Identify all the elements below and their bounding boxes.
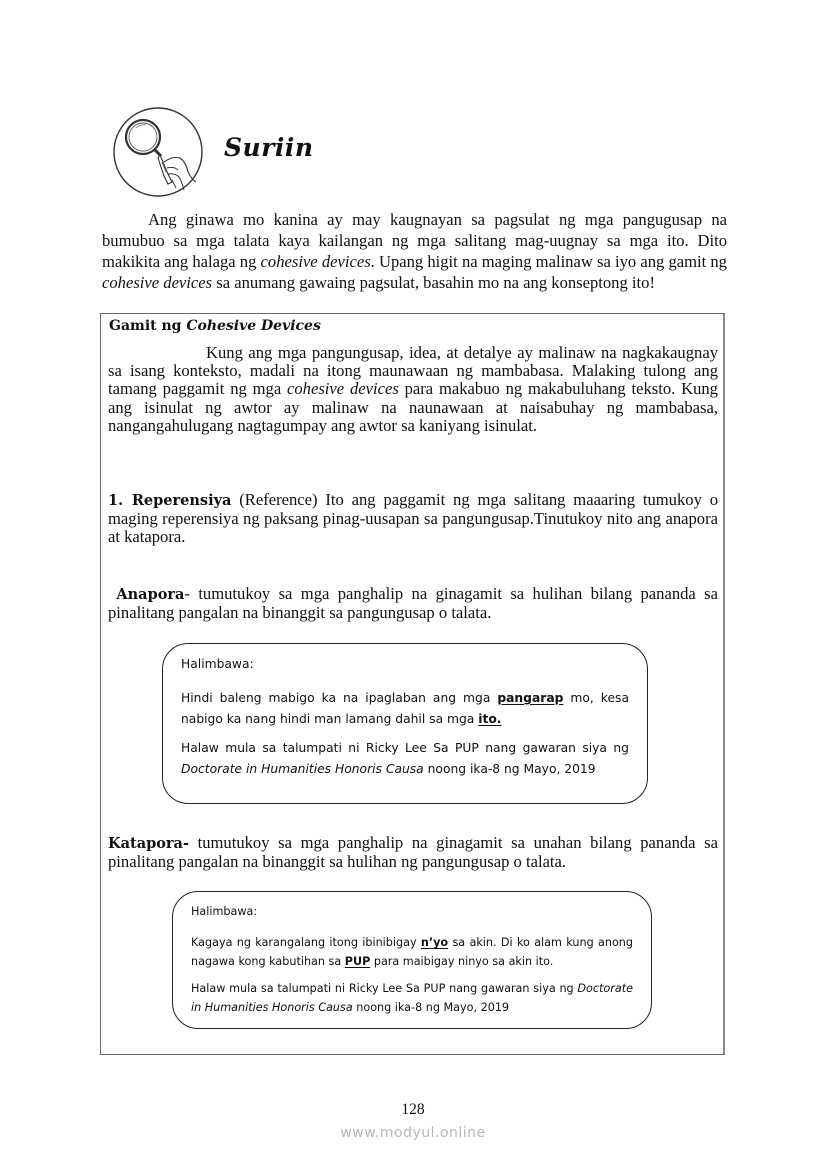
reference-paragraph <box>108 491 718 547</box>
example-source-text: Halaw mula sa talumpati ni Ricky Lee Sa PUP nang gawaran siya ng <box>191 982 578 995</box>
concept-intro-text-2: para makabuo ng makabuluhang teksto. Kung ang isinulat ng awtor ay malinaw na naunawaan at naisabuhay ng mambabasa, nangangahulugang nagtagumpay ang awtor sa kaniyang isinulat. <box>108 379 718 435</box>
katapora-term: Katapora- <box>108 835 189 852</box>
intro-text-3: sa anumang gawaing pagsulat, basahin mo na ang konseptong ito! <box>212 273 655 292</box>
concept-box <box>100 313 725 1055</box>
example-sentence-text: para maibigay ninyo sa akin ito. <box>370 955 554 968</box>
katapora-example-box <box>172 891 652 1029</box>
example-label: Halimbawa: <box>181 657 254 671</box>
example-source-text: Halaw mula sa talumpati ni Ricky Lee Sa PUP nang gawaran siya ng <box>181 741 629 755</box>
heading-text: Gamit ng <box>109 318 187 334</box>
watermark: www.modyul.online <box>340 1125 486 1141</box>
example-pronoun: n’yo <box>420 936 449 949</box>
intro-term-2: cohesive devices <box>102 273 213 292</box>
example-source <box>191 979 633 1017</box>
example-antecedent: PUP <box>344 955 371 968</box>
reference-term: 1. Reperensiya <box>108 492 232 509</box>
example-sentence-text: sa akin. Di ko alam kung anong nagawa kong kabutihan sa <box>191 936 633 968</box>
example-source-date: noong ika-8 ng Mayo, 2019 <box>423 762 596 776</box>
example-sentence <box>181 688 629 730</box>
concept-intro-paragraph <box>108 344 718 435</box>
intro-paragraph <box>102 209 727 293</box>
example-source-degree: Doctorate in Humanities Honoris Causa <box>181 762 424 776</box>
concept-intro-term: cohesive devices <box>287 379 399 399</box>
concept-box-heading <box>109 316 321 336</box>
intro-text-2: . Upang higit na maging malinaw sa iyo ang gamit ng <box>370 252 727 271</box>
katapora-text: tumutukoy sa mga panghalip na ginagamit sa unahan bilang pananda sa pinalitang pangalan na binanggit sa hulihan ng pangungusap o talata. <box>108 833 718 872</box>
example-antecedent: pangarap <box>497 691 564 705</box>
section-title: Suriin <box>224 133 314 162</box>
example-pronoun: ito. <box>478 712 502 726</box>
anapora-text: - tumutukoy sa mga panghalip na ginagamit sa hulihan bilang pananda sa pinalitang pangalan na binanggit sa pangungusap o talata. <box>108 584 718 623</box>
katapora-paragraph <box>108 834 718 871</box>
reference-text: (Reference) Ito ang paggamit ng mga salitang maaaring tumukoy o maging reperensiya ng paksang pinag-uusapan sa pangungusap.Tinutukoy nito ang anapora at katapora. <box>108 490 718 547</box>
anapora-term: Anapora <box>116 586 185 603</box>
example-sentence-text: Hindi baleng mabigo ka na ipaglaban ang mga <box>181 691 498 705</box>
intro-text-1: Ang ginawa mo kanina ay may kaugnayan sa pagsulat ng mga pangugusap na bumubuo sa mga talata kaya kailangan ng mga salitang mag-uugnay sa mga ito. Dito makikita ang halaga ng <box>102 210 727 271</box>
example-sentence <box>191 933 633 971</box>
concept-intro-text-1: Kung ang mga pangungusap, idea, at detalye ay malinaw na nagkakaugnay sa isang konteksto, madali na itong maunawaan ng mambabasa. Malaking tulong ang tamang paggamit ng mga <box>108 343 718 399</box>
anapora-paragraph <box>108 585 718 622</box>
anapora-example-box <box>162 643 648 804</box>
example-sentence-text: mo, kesa nabigo ka nang hindi man lamang dahil sa mga <box>181 691 630 726</box>
example-label: Halimbawa: <box>191 905 258 918</box>
example-source-degree: Doctorate in Humanities Honoris Causa <box>191 982 633 1014</box>
example-source <box>181 738 629 780</box>
example-source-date: noong ika-8 ng Mayo, 2019 <box>352 1001 510 1014</box>
magnifying-glass-icon <box>112 106 204 198</box>
heading-italic-text: Cohesive Devices <box>186 318 321 334</box>
example-sentence-text: Kagaya ng karangalang itong ibinibigay <box>191 936 421 949</box>
intro-term-1: cohesive devices <box>260 252 371 271</box>
page-number: 128 <box>401 1101 425 1118</box>
